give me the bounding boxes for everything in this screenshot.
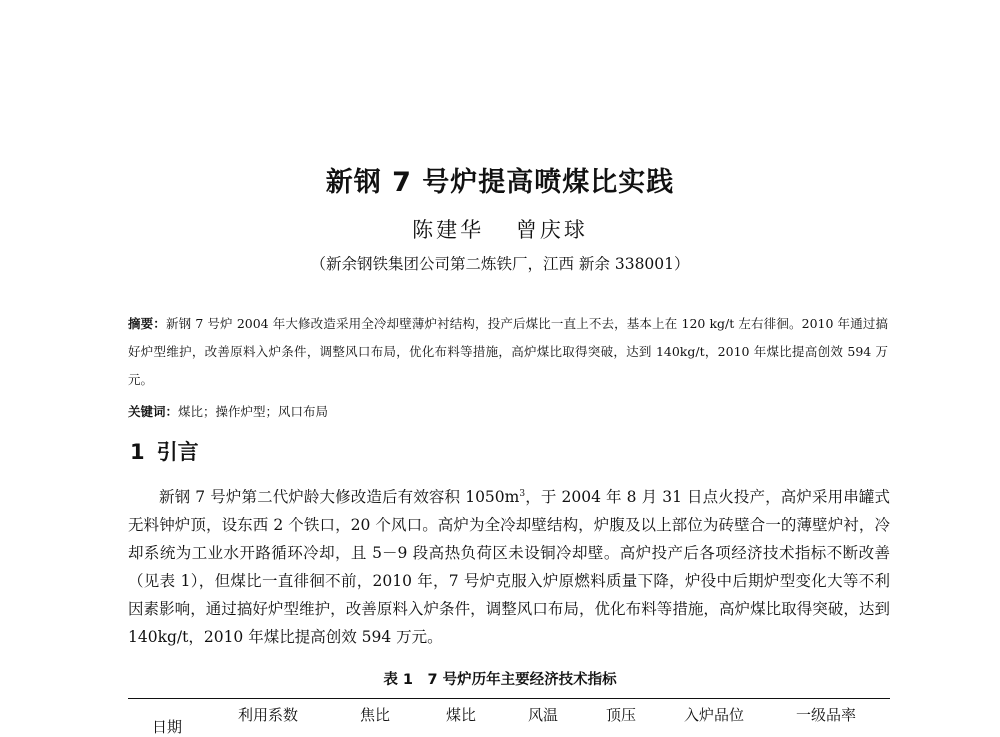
table-header-cell: 日期 — [152, 718, 183, 736]
paper-title: 新钢 7 号炉提高喷煤比实践 — [325, 167, 675, 198]
paragraph-text-start: 新钢 7 号炉第二代炉龄大修改造后有效容积 1050m — [159, 488, 520, 507]
table-header-cell: 煤比 — [446, 706, 477, 724]
table-header-cell: 入炉品位 — [684, 706, 745, 724]
table-top-rule — [128, 698, 890, 699]
body-paragraph — [128, 480, 890, 651]
keywords-label: 关键词： — [128, 404, 179, 419]
section-heading — [130, 436, 199, 466]
paragraph-text-end: ，于 2004 年 8 月 31 日点火投产，高炉采用串罐式无料钟炉顶，设东西 2 个铁口，20 个风口。高炉为全冷却壁结构，炉腹及以上部位为砖壁合一的薄壁炉衬，冷却系统为工业水开路循环冷却，且 5－9 段高热负荷区未设铜冷却壁。高炉投产后各项经济技术指标不断改善（见表 1），但煤比一直徘徊不前，2010 年，7 号炉克服入炉原燃料质量下降，炉役中后期炉型变化大等不利因素影响，通过搞好炉型维护，改善原料入炉条件，调整风口布局，优化布料等措施，高炉煤比取得突破，达到 140kg/t，2010 年煤比提高创效 594 万元。 — [128, 488, 890, 647]
table-header-cell: 利用系数 — [238, 706, 299, 724]
abstract — [128, 310, 888, 394]
section-number: 1 — [130, 440, 145, 464]
authors: 陈建华 曾庆球 — [412, 218, 588, 242]
keywords-text: 煤比；操作炉型；风口布局 — [178, 404, 329, 419]
paragraph-superscript: 3 — [519, 489, 526, 499]
table-header-cell: 顶压 — [606, 706, 637, 724]
abstract-label: 摘要： — [128, 316, 166, 331]
table-header-cell: 焦比 — [360, 706, 391, 724]
affiliation: （新余钢铁集团公司第二炼铁厂，江西 新余 338001） — [310, 255, 690, 273]
table-header-cell: 风温 — [528, 706, 559, 724]
keywords — [128, 400, 888, 424]
table-header-cell: 一级品率 — [796, 706, 857, 724]
abstract-text: 新钢 7 号炉 2004 年大修改造采用全冷却壁薄炉衬结构，投产后煤比一直上不去，基本上在 120 kg/t 左右徘徊。2010 年通过搞好炉型维护，改善原料入炉条件，调整风口布局，优化布料等措施，高炉煤比取得突破，达到 140kg/t，2010 年煤比提高创效 594 万元。 — [128, 316, 888, 387]
table-caption: 表 1 7 号炉历年主要经济技术指标 — [383, 672, 617, 688]
section-title: 引言 — [156, 440, 199, 464]
